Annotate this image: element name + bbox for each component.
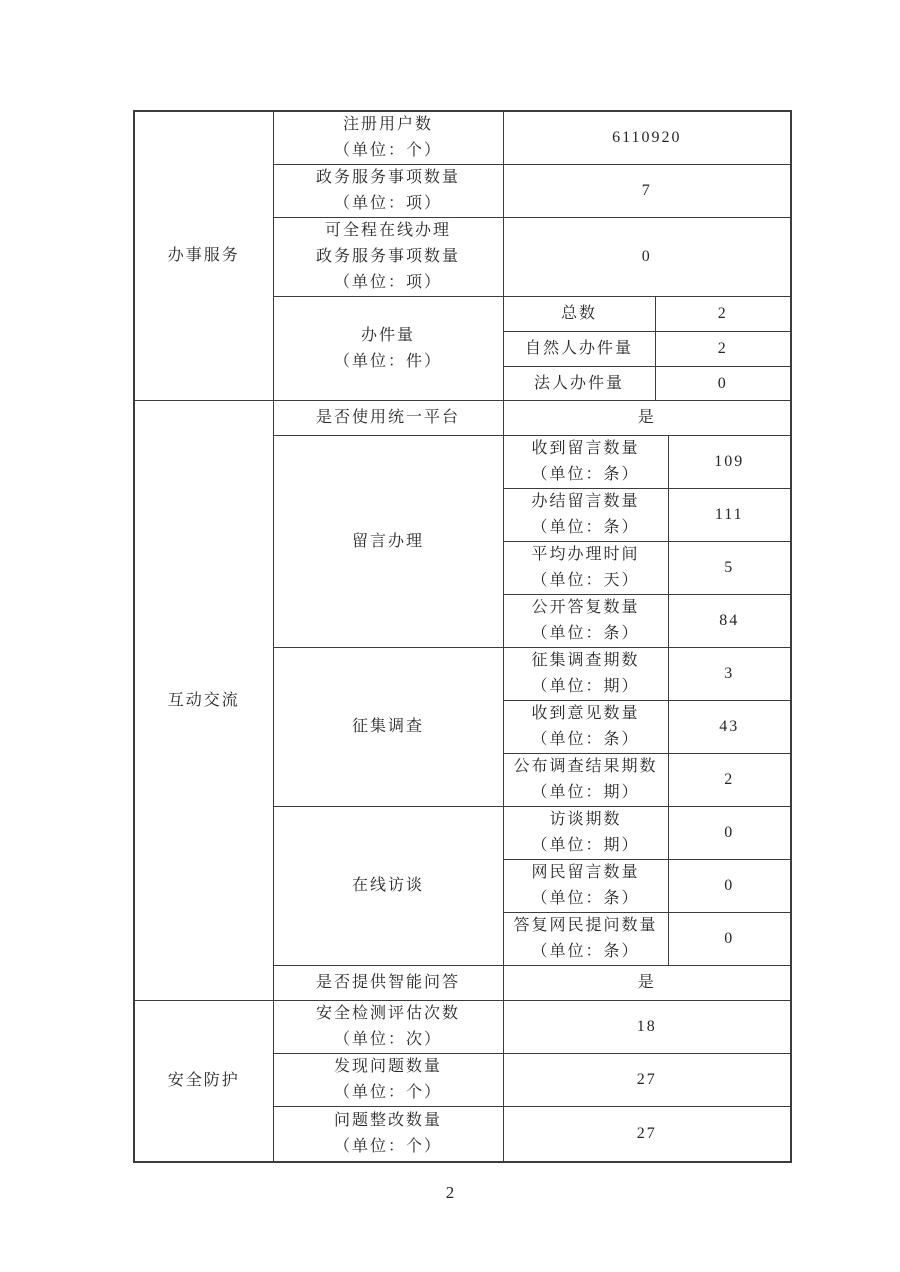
cell-msg-completed-label	[503, 489, 668, 542]
msg-received-unit: （单位：条）	[531, 466, 640, 483]
page-number: 2	[445, 1183, 455, 1202]
service-items-unit: （单位：项）	[333, 195, 442, 212]
cell-interview-label: 在线访谈	[273, 807, 503, 966]
cell-online-full-process-label	[273, 218, 503, 297]
cell-interview-messages-value: 0	[668, 860, 791, 913]
interview-replies-unit: （单位：条）	[531, 943, 640, 960]
cell-problems-fixed-label	[273, 1107, 503, 1162]
msg-avgtime-label: 平均办理时间	[531, 546, 640, 563]
interview-replies-label: 答复网民提问数量	[513, 917, 658, 934]
survey-opinions-unit: （单位：条）	[531, 731, 640, 748]
cell-smart-qa-label: 是否提供智能问答	[273, 966, 503, 1001]
online-full-process-label-line2: 政务服务事项数量	[315, 248, 460, 265]
problems-found-label: 发现问题数量	[333, 1058, 442, 1075]
registered-users-label: 注册用户数	[342, 116, 433, 133]
cell-problems-found-label	[273, 1054, 503, 1107]
cell-service-items-label	[273, 165, 503, 218]
cell-interview-messages-label	[503, 860, 668, 913]
cell-msg-replies-label	[503, 595, 668, 648]
assessments-unit: （单位：次）	[333, 1031, 442, 1048]
cell-registered-users-value: 6110920	[503, 111, 791, 165]
survey-results-unit: （单位：期）	[531, 784, 640, 801]
cell-assessments-label	[273, 1001, 503, 1054]
cell-unified-platform-label: 是否使用统一平台	[273, 401, 503, 436]
assessments-label: 安全检测评估次数	[315, 1005, 460, 1022]
msg-completed-label: 办结留言数量	[531, 493, 640, 510]
interview-periods-unit: （单位：期）	[531, 837, 640, 854]
cell-interview-periods-label	[503, 807, 668, 860]
cell-msg-avgtime-label	[503, 542, 668, 595]
cell-msg-avgtime-value: 5	[668, 542, 791, 595]
cell-registered-users-label	[273, 111, 503, 165]
interview-messages-unit: （单位：条）	[531, 890, 640, 907]
cell-case-volume-label	[273, 297, 503, 401]
survey-periods-label: 征集调查期数	[531, 652, 640, 669]
msg-replies-label: 公开答复数量	[531, 599, 640, 616]
case-volume-unit: （单位：件）	[333, 352, 442, 370]
cell-case-natural-label: 自然人办件量	[503, 332, 655, 367]
online-full-process-label-line1: 可全程在线办理	[324, 222, 451, 239]
service-items-label: 政务服务事项数量	[315, 169, 460, 186]
cell-smart-qa-value: 是	[503, 966, 791, 1001]
cell-online-full-process-value: 0	[503, 218, 791, 297]
section-label-service	[134, 111, 273, 401]
cell-problems-found-value: 27	[503, 1054, 791, 1107]
cell-interview-replies-value: 0	[668, 913, 791, 966]
cell-survey-results-value: 2	[668, 754, 791, 807]
online-full-process-unit: （单位：项）	[333, 274, 442, 291]
cell-service-items-value: 7	[503, 165, 791, 218]
cell-msg-replies-value: 84	[668, 595, 791, 648]
cell-interview-replies-label	[503, 913, 668, 966]
cell-case-total-value: 2	[655, 297, 791, 332]
cell-survey-label: 征集调查	[273, 648, 503, 807]
case-volume-label: 办件量	[360, 326, 415, 344]
msg-avgtime-unit: （单位：天）	[531, 572, 640, 589]
cell-survey-opinions-label	[503, 701, 668, 754]
problems-fixed-unit: （单位：个）	[333, 1137, 442, 1155]
cell-survey-opinions-value: 43	[668, 701, 791, 754]
survey-opinions-label: 收到意见数量	[531, 705, 640, 722]
section-label-interaction-text: 互动交流	[167, 691, 240, 709]
cell-problems-fixed-value: 27	[503, 1107, 791, 1162]
survey-results-label: 公布调查结果期数	[513, 758, 658, 775]
cell-case-legal-value: 0	[655, 367, 791, 401]
cell-case-total-label: 总数	[503, 297, 655, 332]
report-table	[133, 110, 792, 1163]
cell-interview-periods-value: 0	[668, 807, 791, 860]
cell-survey-periods-value: 3	[668, 648, 791, 701]
msg-replies-unit: （单位：条）	[531, 625, 640, 642]
section-label-service-text: 办事服务	[167, 247, 240, 264]
section-label-security-text: 安全防护	[167, 1071, 240, 1089]
problems-fixed-label: 问题整改数量	[333, 1111, 442, 1129]
cell-msg-received-label	[503, 436, 668, 489]
cell-msg-completed-value: 111	[668, 489, 791, 542]
cell-survey-periods-label	[503, 648, 668, 701]
survey-periods-unit: （单位：期）	[531, 678, 640, 695]
cell-assessments-value: 18	[503, 1001, 791, 1054]
section-label-security	[134, 1001, 273, 1162]
interview-messages-label: 网民留言数量	[531, 864, 640, 881]
cell-survey-results-label	[503, 754, 668, 807]
registered-users-unit: （单位：个）	[333, 142, 442, 159]
cell-message-handling-label: 留言办理	[273, 436, 503, 648]
cell-msg-received-value: 109	[668, 436, 791, 489]
cell-unified-platform-value: 是	[503, 401, 791, 436]
msg-received-label: 收到留言数量	[531, 440, 640, 457]
interview-periods-label: 访谈期数	[549, 811, 622, 828]
msg-completed-unit: （单位：条）	[531, 519, 640, 536]
cell-case-legal-label: 法人办件量	[503, 367, 655, 401]
problems-found-unit: （单位：个）	[333, 1084, 442, 1101]
section-label-interaction	[134, 401, 273, 1001]
cell-case-natural-value: 2	[655, 332, 791, 367]
